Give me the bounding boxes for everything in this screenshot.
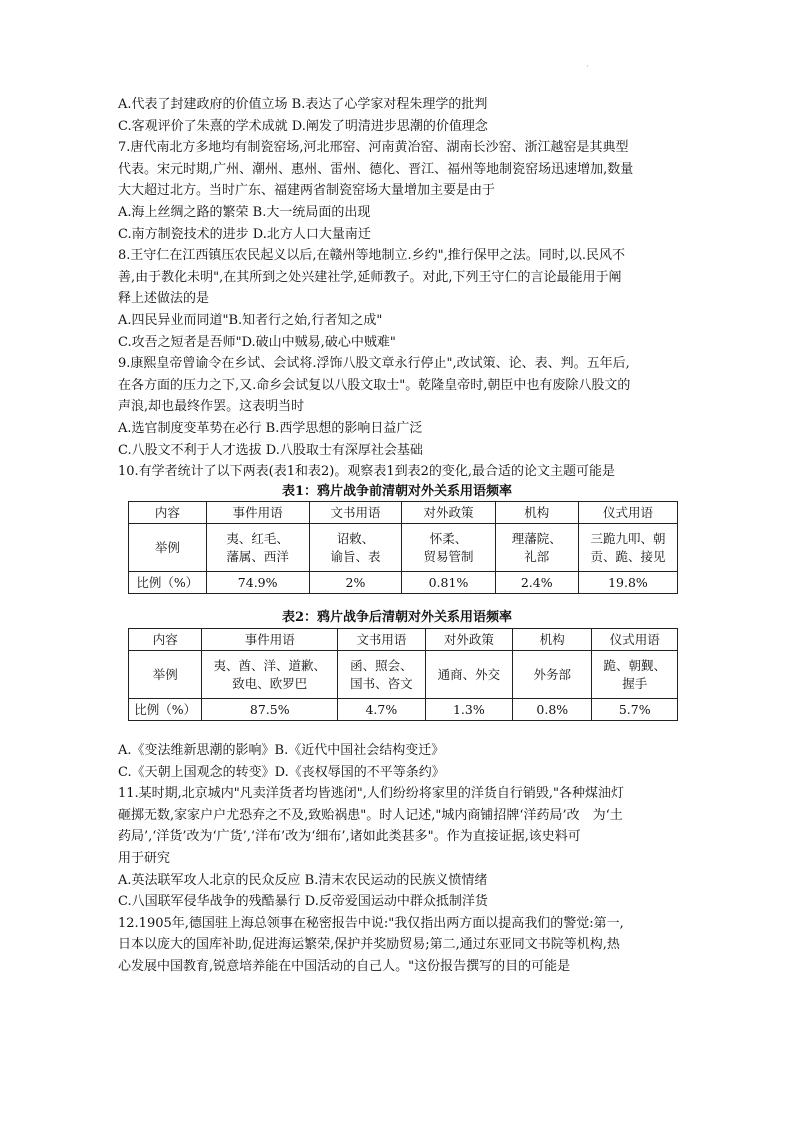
table1-caption: 表1：鸦片战争前清朝对外关系用语频率 [281, 484, 513, 499]
text-line: 日本以庞大的国库补助,促进海运繁荣,保护并奖励贸易;第二,通过东亚同文书院等机构,热 [118, 937, 620, 953]
table2-example-cell: 跪、朝觐、 握手 [592, 651, 678, 699]
text-line: 大大超过北方。当时广东、福建两省制瓷窑场大量增加主要是由于 [118, 183, 496, 199]
table2-header: 仪式用语 [592, 629, 678, 651]
table1-ratio-cell: 0.81% [402, 572, 495, 594]
text-line: 9.康熙皇帝曾谕令在乡试、会试将.浮饰八股文章永行停止",改试策、论、表、判。五年后, [118, 356, 630, 372]
text-line: 心发展中国教育,锐意培养能在中国活动的自己人。"这份报告撰写的目的可能是 [118, 959, 571, 974]
table1-header: 机构 [495, 502, 578, 524]
table1-example-cell: 怀柔、 贸易管制 [402, 524, 495, 572]
table2-header: 内容 [129, 629, 202, 651]
text-line: A.海上丝绸之路的繁荣 B.大一统局面的出现 [118, 205, 371, 220]
table2 [128, 628, 678, 721]
table2-ratio-label: 比例（%） [129, 699, 202, 721]
text-line: 在各方面的压力之下,又.命乡会试复以八股文取士"。乾隆皇帝时,朝臣中也有废除八股文的 [118, 377, 631, 393]
table1-header: 对外政策 [402, 502, 495, 524]
table2-example-cell: 函、照会、 国书、咨文 [338, 651, 425, 699]
text-line: 7.唐代南北方多地均有制瓷窑场,河北邢窑、河南黄冶窑、湖南长沙窑、浙江越窑是其典型 [118, 140, 629, 156]
table1-example-cell: 诏敕、 谕旨、表 [309, 524, 402, 572]
table1-header: 仪式用语 [578, 502, 677, 524]
text-line: 声浪,却也最终作罢。这表明当时 [118, 399, 305, 415]
table1-example-cell: 夷、红毛、 藩属、西洋 [206, 524, 309, 572]
table2-header: 对外政策 [425, 629, 512, 651]
text-line: A.四民异业而同道"B.知者行之始,行者知之成" [118, 313, 383, 328]
table1-example-label: 举例 [129, 524, 207, 572]
table2-ratio-cell: 87.5% [202, 699, 338, 721]
table2-example-cell: 外务部 [513, 651, 592, 699]
table2-ratio-cell: 0.8% [513, 699, 592, 721]
table1-header: 内容 [129, 502, 207, 524]
text-line: 用于研究 [118, 851, 171, 866]
table2-ratio-cell: 4.7% [338, 699, 425, 721]
table2-example-cell: 通商、外交 [425, 651, 512, 699]
text-line: A.选官制度变革势在必行 B.西学思想的影响日益广泛 [118, 421, 423, 436]
table2-header: 事件用语 [202, 629, 338, 651]
table2-ratio-cell: 5.7% [592, 699, 678, 721]
table1-ratio-cell: 74.9% [206, 572, 309, 594]
table2-example-cell: 夷、酋、洋、道歉、 致电、欧罗巴 [202, 651, 338, 699]
text-line: 药局’,‘洋货’改为‘广货’,‘洋布’改为‘细布’,诸如此类甚多"。作为直接证据,该史料可 [118, 829, 581, 845]
table1-example-cell: 三跪九叩、朝 贡、跪、接见 [578, 524, 677, 572]
table1-header: 文书用语 [309, 502, 402, 524]
text-line: C.客观评价了朱熹的学术成就 D.阐发了明清进步思潮的价值理念 [118, 118, 488, 134]
text-line: C.八股文不利于人才选拔 D.八股取士有深厚社会基础 [118, 442, 423, 458]
text-line: A.《变法维新思潮的影响》B.《近代中国社会结构变迁》 [118, 743, 445, 758]
text-line: 11.某时期,北京城内"凡卖洋货者均皆逃闭",人们纷纷将家里的洋货自行销毁,"各种煤油灯 [118, 786, 625, 802]
table1-header: 事件用语 [206, 502, 309, 524]
table2-caption: 表2：鸦片战争后清朝对外关系用语频率 [281, 610, 513, 625]
table2-header: 文书用语 [338, 629, 425, 651]
text-line: 8.王守仁在江西镇压农民起义以后,在赣州等地制立.乡约",推行保甲之法。同时,以.民风不 [118, 248, 626, 264]
text-line: 代表。宋元时期,广州、潮州、惠州、雷州、德化、晋江、福州等地制瓷窑场迅速增加,数量 [118, 161, 634, 177]
text-line: A.代表了封建政府的价值立场 B.表达了心学家对程朱理学的批判 [118, 97, 488, 112]
text-line: C.攻吾之短者是吾师"D.破山中贼易,破心中贼难" [118, 334, 396, 350]
text-line: 砸掷无数,家家户户尤恐弃之不及,致贻祸患"。时人记述,"城内商铺招牌‘洋药局’改 为‘土 [118, 807, 623, 823]
table2-header: 机构 [513, 629, 592, 651]
table1-example-cell: 理藩院、 礼部 [495, 524, 578, 572]
table1-ratio-cell: 19.8% [578, 572, 677, 594]
text-line: 10.有学者统计了以下两表(表1和表2)。观察表1到表2的变化,最合适的论文主题可能是 [118, 464, 616, 480]
corner-dot: · [586, 62, 589, 71]
text-line: C.南方制瓷技术的进步 D.北方人口大量南迁 [118, 226, 371, 242]
text-line: A.英法联军攻人北京的民众反应 B.清末农民运动的民族义愤情绪 [118, 872, 488, 888]
text-line: C.八国联军侵华战争的残酷暴行 D.反帝爱国运动中群众抵制洋货 [118, 894, 488, 910]
text-line: 善,由于教化未明",在其所到之处兴建社学,延师教子。对此,下列王守仁的言论最能用于阐 [118, 269, 622, 285]
table1-ratio-cell: 2% [309, 572, 402, 594]
table1-ratio-label: 比例（%） [129, 572, 207, 594]
text-line: C.《天朝上国观念的转变》D.《丧权辱国的不平等条约》 [118, 764, 445, 780]
table1 [128, 501, 678, 594]
text-line: 12.1905年,德国驻上海总领事在秘密报告中说:"我仅指出两方面以提高我们的警觉:第一, [118, 915, 624, 931]
table2-example-label: 举例 [129, 651, 202, 699]
table2-ratio-cell: 1.3% [425, 699, 512, 721]
table1-ratio-cell: 2.4% [495, 572, 578, 594]
text-line: 释上述做法的是 [118, 291, 210, 307]
